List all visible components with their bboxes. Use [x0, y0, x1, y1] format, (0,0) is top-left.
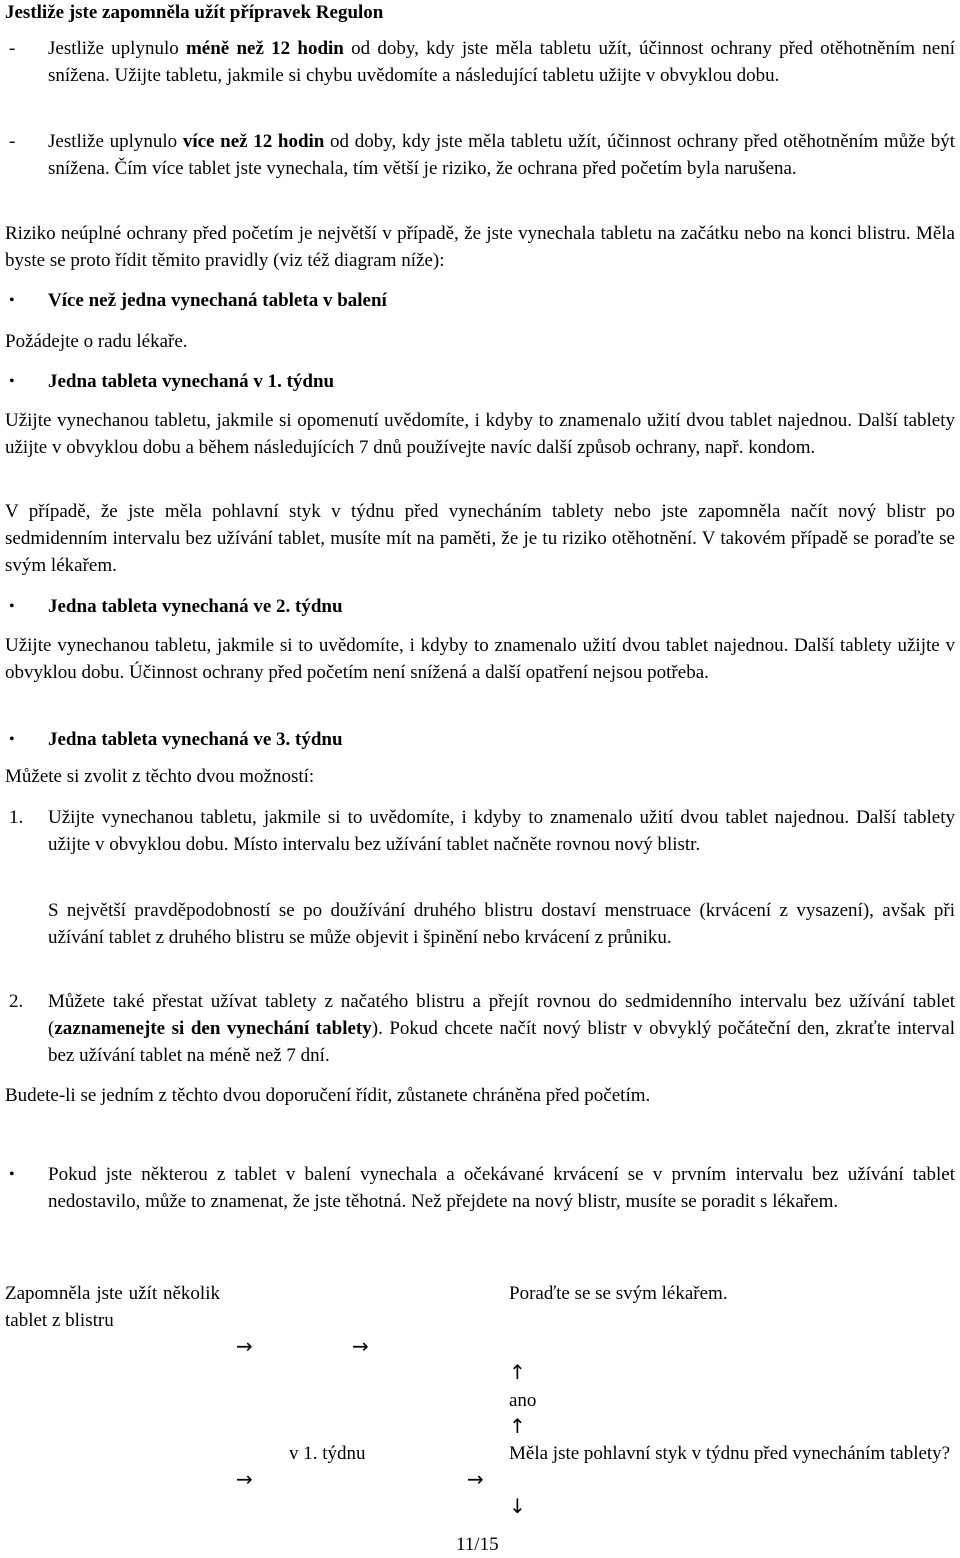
week2-paragraph: Užijte vynechanou tabletu, jakmile si to uvědomíte, i kdyby to znamenalo užití dvou tablet najednou. Další tablety užijte v obvyklou dobu. Účinnost ochrany před početím není snížená a další opatření nejsou potřeba.	[5, 635, 955, 683]
risk-paragraph: Riziko neúplné ochrany před početím je největší v případě, že jste vynechala tabletu na začátku nebo na konci blistru. Měla byste se proto řídit těmito pravidly (viz též diagram níže):	[5, 223, 955, 271]
diagram-yes-label: ano	[509, 1390, 537, 1411]
bullet-icon: •	[9, 373, 15, 390]
section-heading: Jestliže jste zapomněla užít přípravek Regulon	[5, 2, 384, 23]
bullet-icon: •	[9, 598, 15, 615]
option-text: Užijte vynechanou tabletu, jakmile si to uvědomíte, i kdyby to znamenalo užití dvou tablet najednou. Další tablety užijte v obvyklou dobu. Místo intervalu bez užívání tablet načněte rovnou nový blistr.	[48, 807, 955, 855]
section-title: Jedna tableta vynechaná ve 2. týdnu	[48, 596, 343, 617]
option-number: 2.	[9, 991, 24, 1012]
dash-item-text: Jestliže uplynulo méně než 12 hodin od doby, kdy jste měla tabletu užít, účinnost ochrany před otěhotněním není snížena. Užijte tabletu, jakmile si chybu uvědomíte a následující tabletu užijte v obvyklou dobu.	[48, 38, 955, 86]
week3-intro: Můžete si zvolit z těchto dvou možností:	[5, 766, 315, 787]
diagram-consult-box: Poraďte se se svým lékařem.	[509, 1283, 728, 1304]
diagram-start-box: Zapomněla jste užít několik tablet z blistru	[5, 1283, 220, 1331]
section-title: Více než jedna vynechaná tableta v balení	[48, 290, 387, 311]
arrow-right-icon: →	[236, 1334, 253, 1358]
dash-marker: -	[9, 38, 16, 59]
bullet-icon: •	[9, 292, 15, 309]
option-text: Můžete také přestat užívat tablety z načatého blistru a přejít rovnou do sedmidenního intervalu bez užívání tablet (zaznamenejte si den vynechání tablety). Pokud chcete načít nový blistr v obvyklý počáteční den, zkraťte interval bez užívání tablet na méně než 7 dní.	[48, 991, 955, 1066]
week1-paragraph-2: V případě, že jste měla pohlavní styk v týdnu před vynecháním tablety nebo jste zapomněla načít nový blistr po sedmidenním intervalu bez užívání tablet, musíte mít na paměti, že je tu riziko otěhotnění. V takovém případě se poraďte se svým lékařem.	[5, 501, 955, 576]
diagram-question-box: Měla jste pohlavní styk v týdnu před vynecháním tablety?	[509, 1443, 951, 1464]
arrow-up-icon: ↑	[509, 1414, 526, 1438]
section-text: Požádejte o radu lékaře.	[5, 331, 188, 352]
diagram-week1-label: v 1. týdnu	[289, 1443, 366, 1464]
week1-paragraph-1: Užijte vynechanou tabletu, jakmile si opomenutí uvědomíte, i kdyby to znamenalo užití dvou tablet najednou. Další tablety užijte v obvyklou dobu a během následujících 7 dnů používejte navíc další způsob ochrany, např. kondom.	[5, 410, 955, 458]
section-title: Jedna tableta vynechaná ve 3. týdnu	[48, 729, 343, 750]
pregnancy-text: Pokud jste některou z tablet v balení vynechala a očekávané krvácení se v prvním intervalu bez užívání tablet nedostavilo, může to znamenat, že jste těhotná. Než přejdete na nový blistr, musíte se poradit s lékařem.	[48, 1164, 955, 1212]
page-number: 11/15	[456, 1534, 499, 1555]
dash-marker: -	[9, 131, 16, 152]
arrow-right-icon: →	[236, 1467, 253, 1491]
arrow-down-icon: ↓	[509, 1494, 526, 1518]
option-number: 1.	[9, 807, 24, 828]
week3-option-1-note: S největší pravděpodobností se po doužívání druhého blistru dostaví menstruace (krvácení z vysazení), avšak při užívání tablet z druhého blistru se může objevit i špinění nebo krvácení z průniku.	[48, 900, 955, 948]
bullet-icon: •	[9, 1166, 15, 1183]
summary-paragraph: Budete-li se jedním z těchto dvou doporučení řídit, zůstanete chráněna před početím.	[5, 1085, 651, 1106]
dash-item-text: Jestliže uplynulo více než 12 hodin od doby, kdy jste měla tabletu užít, účinnost ochrany před otěhotněním může být snížena. Čím více tablet jste vynechala, tím větší je riziko, že ochrana před početím byla narušena.	[48, 131, 956, 179]
section-title: Jedna tableta vynechaná v 1. týdnu	[48, 371, 335, 392]
arrow-up-icon: ↑	[509, 1360, 526, 1384]
bullet-icon: •	[9, 731, 15, 748]
arrow-right-icon: →	[467, 1467, 484, 1491]
arrow-right-icon: →	[352, 1334, 369, 1358]
